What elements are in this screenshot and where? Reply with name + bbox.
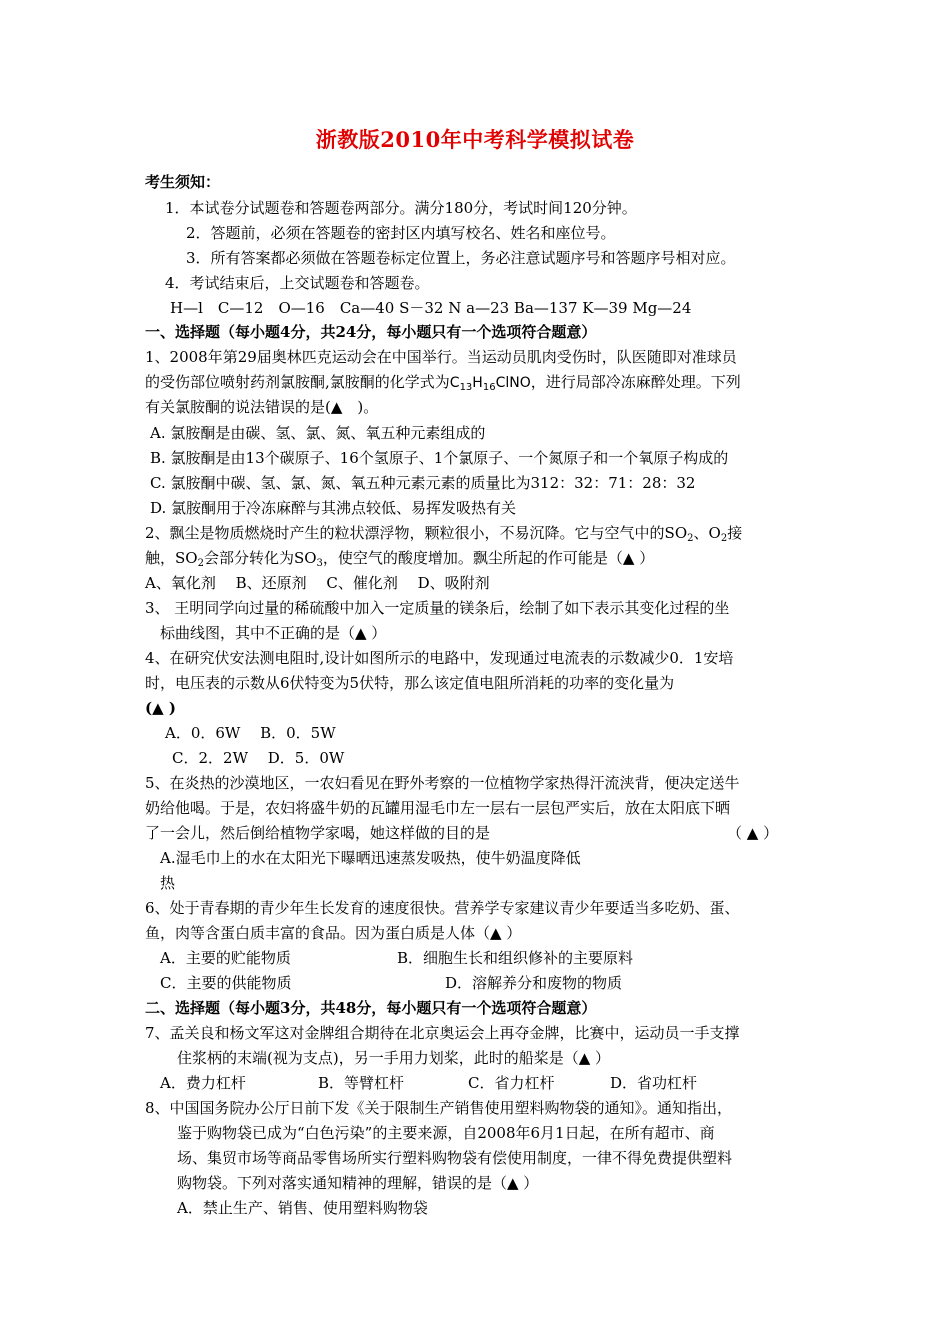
q1-option-d: D. 氯胺酮用于冷冻麻醉与其沸点较低、易挥发吸热有关 (150, 499, 517, 517)
q8-line-1: 8、中国国务院办公厅日前下发《关于限制生产销售使用塑料购物袋的通知》。通知指出， (145, 1099, 733, 1117)
q6-option-b: B．细胞生长和组织修补的主要原料 (397, 949, 634, 967)
q7-option-c: C．省力杠杆 (468, 1074, 555, 1092)
atomic-masses: H—l C—12 O—16 Ca—40 S－32 N a—23 Ba—137 K—39 Mg—24 (170, 299, 692, 317)
document-title: 浙教版2010年中考科学模拟试卷 (315, 127, 635, 152)
q5-line-1: 5、在炎热的沙漠地区，一农妇看见在野外考察的一位植物学家热得汗流浃背，便决定送牛 (145, 774, 740, 792)
q8-line-4: 购物袋。下列对落实通知精神的理解，错误的是（▲ ） (177, 1174, 539, 1192)
q3-line-1: 3、 王明同学向过量的稀硫酸中加入一定质量的镁条后，绘制了如下表示其变化过程的坐 (145, 599, 730, 617)
q6-option-c: C．主要的供能物质 (160, 974, 292, 992)
q6-option-d: D．溶解养分和废物的物质 (445, 974, 623, 992)
q6-line-2: 鱼，肉等含蛋白质丰富的食品。因为蛋白质是人体（▲ ） (145, 924, 522, 942)
section-2-heading: 二、选择题（每小题3分，共48分，每小题只有一个选项符合题意） (145, 999, 597, 1017)
notice-item-2: 2．答题前，必须在答题卷的密封区内填写校名、姓名和座位号。 (186, 224, 616, 242)
q8-line-3: 场、集贸市场等商品零售场所实行塑料购物袋有偿使用制度，一律不得免费提供塑料 (177, 1149, 733, 1167)
q7-line-1: 7、孟关良和杨文军这对金牌组合期待在北京奥运会上再夺金牌，比赛中，运动员一手支撑 (145, 1024, 740, 1042)
q7-line-2: 住浆柄的末端(视为支点)，另一手用力划桨，此时的船桨是（▲ ） (177, 1049, 611, 1067)
q4-options-2: C．2．2W D．5．0W (172, 749, 345, 767)
q7-option-b: B．等臂杠杆 (318, 1074, 405, 1092)
q7-option-a: A．费力杠杆 (160, 1074, 246, 1092)
section-1-heading: 一、选择题（每小题4分，共24分，每小题只有一个选项符合题意） (145, 323, 597, 341)
q6-line-1: 6、处于青春期的青少年生长发育的速度很快。营养学专家建议青少年要适当多吃奶、蛋、 (145, 899, 740, 917)
q7-option-d: D．省功杠杆 (610, 1074, 698, 1092)
q8-option-a: A．禁止生产、销售、使用塑料购物袋 (177, 1199, 428, 1217)
q5-option-a-line-1: A.湿毛巾上的水在太阳光下曝晒迅速蒸发吸热，使牛奶温度降低 (160, 849, 581, 867)
q1-option-b: B. 氯胺酮是由13个碳原子、16个氢原子、1个氯原子、一个氮原子和一个氧原子构成的 (150, 449, 729, 467)
q6-option-a: A．主要的贮能物质 (160, 949, 291, 967)
q4-options-1: A．0．6W B．0．5W (165, 724, 336, 742)
q4-line-2: 时，电压表的示数从6伏特变为5伏特，那么该定值电阻所消耗的功率的变化量为 (145, 674, 675, 692)
q4-line-1: 4、在研究伏安法测电阻时,设计如图所示的电路中，发现通过电流表的示数减少0．1安培 (145, 649, 734, 667)
q1-option-a: A. 氯胺酮是由碳、氢、氯、氮、氧五种元素组成的 (150, 424, 486, 442)
q5-line-3: 了一会儿，然后倒给植物学家喝，她这样做的目的是 (145, 824, 491, 842)
notice-item-1: 1．本试卷分试题卷和答题卷两部分。满分180分，考试时间120分钟。 (165, 199, 637, 217)
q1-line-2: 的受伤部位喷射药剂氯胺酮,氯胺酮的化学式为$C_{13}H_{16}ClNO$，进行局部冷冻麻醉处理。下列 (145, 373, 741, 393)
notice-heading: 考生须知： (145, 173, 221, 191)
notice-item-3: 3．所有答案都必须做在答题卷标定位置上，务必注意试题序号和答题序号相对应。 (186, 249, 736, 267)
q5-answer-mark: （ ▲ ） (727, 824, 779, 842)
q5-option-a-line-2: 热 (160, 874, 176, 892)
q1-option-c: C. 氯胺酮中碳、氢、氯、氮、氧五种元素元素的质量比为312：32：71：28：32 (150, 474, 696, 492)
q2-line-2: 触，$SO_2$会部分转化为$SO_3$，使空气的酸度增加。飘尘所起的作可能是（▲ ） (145, 549, 655, 569)
q4-line-3: (▲ ) (145, 699, 176, 717)
q2-line-1: 2、飘尘是物质燃烧时产生的粒状漂浮物，颗粒很小，不易沉降。它与空气中的$SO_2$、$O_2$接 (145, 524, 743, 544)
q2-options: A、氧化剂 B、还原剂 C、催化剂 D、吸附剂 (145, 574, 490, 592)
chemical-formula: $C_{13}H_{16}ClNO$ (449, 375, 531, 393)
q1-line-1: 1、2008年第29届奥林匹克运动会在中国举行。当运动员肌肉受伤时，队医随即对准球员 (145, 348, 737, 366)
notice-item-4: 4．考试结束后，上交试题卷和答题卷。 (165, 274, 430, 292)
q8-line-2: 鉴于购物袋已成为“白色污染”的主要来源，自2008年6月1日起，在所有超市、商 (177, 1124, 715, 1142)
q3-line-2: 标曲线图，其中不正确的是（▲ ） (160, 624, 387, 642)
q1-line-3: 有关氯胺酮的说法错误的是(▲ )。 (145, 398, 379, 416)
q5-line-2: 奶给他喝。于是，农妇将盛牛奶的瓦罐用湿毛巾左一层右一层包严实后，放在太阳底下晒 (145, 799, 731, 817)
